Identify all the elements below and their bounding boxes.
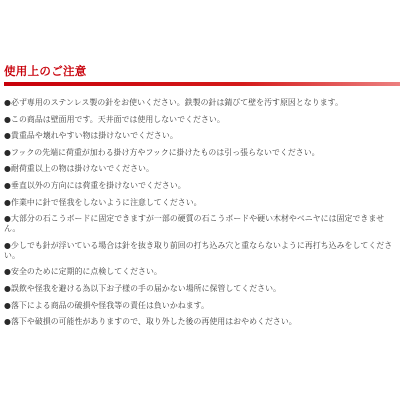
note-text: 大部分の石こうボードに固定できますが一部の硬質の石こうボードや硬い木材やベニヤには固定できません。 bbox=[4, 214, 385, 234]
note-text: この商品は壁面用です。天井面では使用しないでください。 bbox=[11, 114, 225, 124]
note-text: 少しでも針が浮いている場合は針を抜き取り前回の打ち込み穴と重ならないように再打ち込みをしてください。 bbox=[4, 240, 393, 260]
note-text: 誤飲や怪我を避ける為以下お子様の手の届かない場所に保管してください。 bbox=[11, 283, 281, 293]
bullet-icon: ● bbox=[4, 267, 11, 277]
bullet-icon: ● bbox=[4, 317, 11, 327]
note-item bbox=[4, 148, 396, 158]
note-item bbox=[4, 115, 396, 125]
note-item bbox=[4, 267, 396, 277]
bullet-icon: ● bbox=[4, 114, 11, 124]
bullet-icon: ● bbox=[4, 283, 11, 293]
note-text: 安全のために定期的に点検してください。 bbox=[11, 267, 162, 277]
note-item bbox=[4, 198, 396, 208]
note-item bbox=[4, 214, 396, 234]
bullet-icon: ● bbox=[4, 147, 11, 157]
note-item bbox=[4, 181, 396, 191]
bullet-icon: ● bbox=[4, 164, 11, 174]
bullet-icon: ● bbox=[4, 300, 11, 310]
section-heading: 使用上のご注意 bbox=[4, 64, 87, 78]
note-item bbox=[4, 164, 396, 174]
note-item bbox=[4, 241, 396, 261]
note-text: 作業中に針で怪我をしないように注意してください。 bbox=[11, 197, 202, 207]
bullet-icon: ● bbox=[4, 240, 11, 250]
heading-underline bbox=[4, 82, 400, 86]
note-item bbox=[4, 98, 396, 108]
note-text: 貴重品や壊れやすい物は掛けないでください。 bbox=[11, 131, 178, 141]
note-text: フックの先端に荷重が加わる掛け方やフックに掛けたものは引っ張らないでください。 bbox=[11, 147, 320, 157]
bullet-icon: ● bbox=[4, 131, 11, 141]
notes-list bbox=[4, 98, 396, 334]
note-text: 落下や破損の可能性がありますので、取り外した後の再使用はおやめください。 bbox=[11, 317, 297, 327]
note-item bbox=[4, 284, 396, 294]
note-item bbox=[4, 317, 396, 327]
note-text: 耐荷重以上の物は掛けないでください。 bbox=[11, 164, 154, 174]
bullet-icon: ● bbox=[4, 98, 11, 107]
note-item bbox=[4, 131, 396, 141]
note-text: 垂直以外の方向には荷重を掛けないでください。 bbox=[11, 180, 186, 190]
note-item bbox=[4, 301, 396, 311]
bullet-icon: ● bbox=[4, 197, 11, 207]
note-text: 落下による商品の破損や怪我等の責任は負いかねます。 bbox=[11, 300, 209, 310]
bullet-icon: ● bbox=[4, 180, 11, 190]
bullet-icon: ● bbox=[4, 214, 11, 224]
note-text: 必ず専用のステンレス製の針をお使いください。鉄製の針は錆びて壁を汚す原因となります。 bbox=[11, 98, 343, 107]
